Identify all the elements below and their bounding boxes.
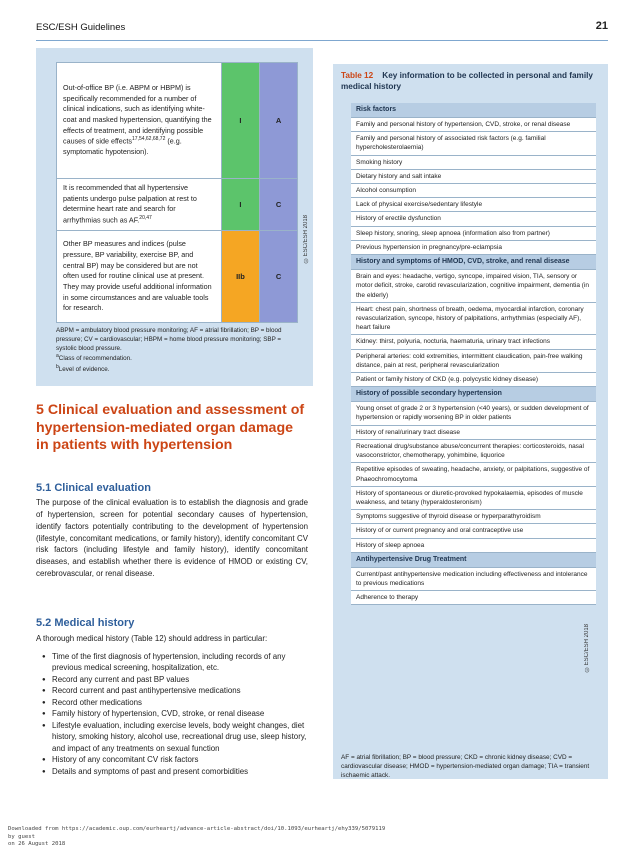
page-number: 21: [595, 20, 608, 32]
recommendation-text: Other BP measures and indices (pulse pressure, BP variability, exercise BP, and central BP) may be considered but are not often used for routine clinical use at present. They may provide useful additional information in some circumstances and are valuable tools for research.: [57, 231, 222, 323]
table-row: Adherence to therapy: [351, 591, 596, 605]
class-cell: I: [221, 179, 259, 231]
list-item: ● Record other medications: [42, 697, 310, 708]
table-row: Recreational drug/substance abuse/concurrent therapies: corticosteroids, nasal vasoconstrictor, chemotherapy, yohimbine, liquorice: [351, 440, 596, 463]
footnote-a: $^a$Class of recommendation.: [56, 353, 132, 363]
table-row: Dietary history and salt intake: [351, 170, 596, 184]
list-item: ● History of any concomitant CV risk factors: [42, 754, 310, 765]
medical-history-list: [42, 651, 310, 777]
recommendation-row: [57, 179, 298, 231]
recommendation-text: It is recommended that all hypertensive patients undergo pulse palpation at rest to determine heart rate and search for arrhythmias such as AF.$^{20,47}$: [57, 179, 222, 231]
table-row: History of or current pregnancy and oral contraceptive use: [351, 524, 596, 538]
table-row: Lack of physical exercise/sedentary lifestyle: [351, 198, 596, 212]
table-row: Family and personal history of associated risk factors (e.g. familial hypercholesterolaemia): [351, 132, 596, 155]
list-item: ● Lifestyle evaluation, including exercise levels, body weight changes, diet history, smoking history, alcohol use, recreational drug use, sleep history, and impact of any treatments on sexual function: [42, 720, 310, 754]
list-item: ● Time of the first diagnosis of hypertension, including records of any previous medical screening, hospitalization, etc.: [42, 651, 310, 674]
abbreviations-note: ABPM = ambulatory blood pressure monitoring; AF = atrial fibrillation; BP = blood pressure; CV = cardiovascular; HBPM = home blood pressure monitoring; SBP = systolic blood pressure.: [56, 327, 282, 353]
table-row: Brain and eyes: headache, vertigo, syncope, impaired vision, TIA, sensory or motor deficit, stroke, carotid revascularization, cognitive impairment, dementia (in the elderly): [351, 270, 596, 303]
footnote-b: $^b$Level of evidence.: [56, 363, 110, 373]
table-row: Heart: chest pain, shortness of breath, oedema, myocardial infarction, coronary revascularization, syncope, history of palpitations, arrhythmias (especially AF), heart failure: [351, 303, 596, 336]
table-row: Patient or family history of CKD (e.g. polycystic kidney disease): [351, 373, 596, 387]
table-row: History of renal/urinary tract disease: [351, 426, 596, 440]
subsection-title-clinical-evaluation: 5.1 Clinical evaluation: [36, 482, 151, 494]
level-cell: C: [260, 179, 298, 231]
table-row: Alcohol consumption: [351, 184, 596, 198]
medical-history-intro: A thorough medical history (Table 12) should address in particular:: [36, 634, 268, 643]
table12-title: Table 12 Key information to be collected in personal and family medical history: [341, 71, 593, 92]
recommendation-row: [57, 63, 298, 179]
copyright-mark: ©ESC/ESH 2018: [303, 215, 309, 263]
table-row: Young onset of grade 2 or 3 hypertension (<40 years), or sudden development of hypertension or rapidly worsening BP in older patients: [351, 402, 596, 425]
table-row: Current/past antihypertensive medication including effectiveness and intolerance to previous medications: [351, 568, 596, 591]
table-row: History of spontaneous or diuretic-provoked hypokalaemia, episodes of muscle weakness, and tetany (hyperaldosteronism): [351, 487, 596, 510]
header-rule: [36, 40, 608, 41]
recommendations-footnotes: [56, 326, 300, 374]
clinical-evaluation-paragraph: The purpose of the clinical evaluation is to establish the diagnosis and grade of hypertension, screen for potential secondary causes of hypertension, identify factors potentially contributing to the development of hypertension (lifestyle, concomitant medications, or family history), identify concomitant CV risk factors (including lifestyle and family history), identify concomitant diseases, and establish whether there is evidence of HMOD or existing CV, cerebrovascular, or renal disease.: [36, 498, 308, 579]
recommendation-row: [57, 231, 298, 323]
table-row: Symptoms suggestive of thyroid disease or hyperparathyroidism: [351, 510, 596, 524]
table-row: Kidney: thirst, polyuria, nocturia, haematuria, urinary tract infections: [351, 335, 596, 349]
list-item: ● Family history of hypertension, CVD, stroke, or renal disease: [42, 708, 310, 719]
class-cell: IIb: [221, 231, 259, 323]
recommendations-table: [56, 62, 298, 323]
table-row: History of erectile dysfunction: [351, 212, 596, 226]
copyright-mark: ©ESC/ESH 2018: [584, 624, 590, 672]
table12-section-header: Antihypertensive Drug Treatment: [351, 553, 596, 568]
download-notice: Downloaded from https://academic.oup.com/eurheartj/advance-article-abstract/doi/10.1093/eurheartj/ehy339/5079119 by guest on 26 August 2018: [8, 826, 386, 848]
table-row: Sleep history, snoring, sleep apnoea (information also from partner): [351, 227, 596, 241]
table-row: Smoking history: [351, 156, 596, 170]
section-title: 5 Clinical evaluation and assessment of hypertension-mediated organ damage in patients with hypertension: [36, 402, 305, 454]
table12-section-header: Risk factors: [351, 103, 596, 118]
table12-section-header: History of possible secondary hypertension: [351, 387, 596, 402]
level-cell: A: [260, 63, 298, 179]
table12-footnote: AF = atrial fibrillation; BP = blood pressure; CKD = chronic kidney disease; CVD = cardiovascular disease; HMOD = hypertension-mediated organ damage; TIA = transient ischaemic attack.: [341, 754, 590, 779]
table-row: Previous hypertension in pregnancy/pre-eclampsia: [351, 241, 596, 255]
running-header: ESC/ESH Guidelines: [36, 22, 126, 33]
class-cell: I: [221, 63, 259, 179]
recommendation-text: Out-of-office BP (i.e. ABPM or HBPM) is specifically recommended for a number of clinical indications, such as identifying white-coat and masked hypertension, quantifying the effects of treatment, and identifying possible causes of side effects$^{17,54,62,68,72}$ (e.g. symptomatic hypotension).: [57, 63, 222, 179]
table-row: History of sleep apnoea: [351, 539, 596, 553]
table-row: Repetitive episodes of sweating, headache, anxiety, or palpitations, suggestive of Phaeochromocytoma: [351, 463, 596, 486]
table12-section-header: History and symptoms of HMOD, CVD, stroke, and renal disease: [351, 255, 596, 270]
table12: [351, 103, 596, 605]
list-item: ● Details and symptoms of past and present comorbidities: [42, 766, 310, 777]
subsection-title-medical-history: 5.2 Medical history: [36, 617, 135, 629]
table-row: Family and personal history of hypertension, CVD, stroke, or renal disease: [351, 118, 596, 132]
table-row: Peripheral arteries: cold extremities, intermittent claudication, pain-free walking distance, pain at rest, peripheral revascularization: [351, 350, 596, 373]
list-item: ● Record current and past antihypertensive medications: [42, 685, 310, 696]
list-item: ● Record any current and past BP values: [42, 674, 310, 685]
level-cell: C: [260, 231, 298, 323]
